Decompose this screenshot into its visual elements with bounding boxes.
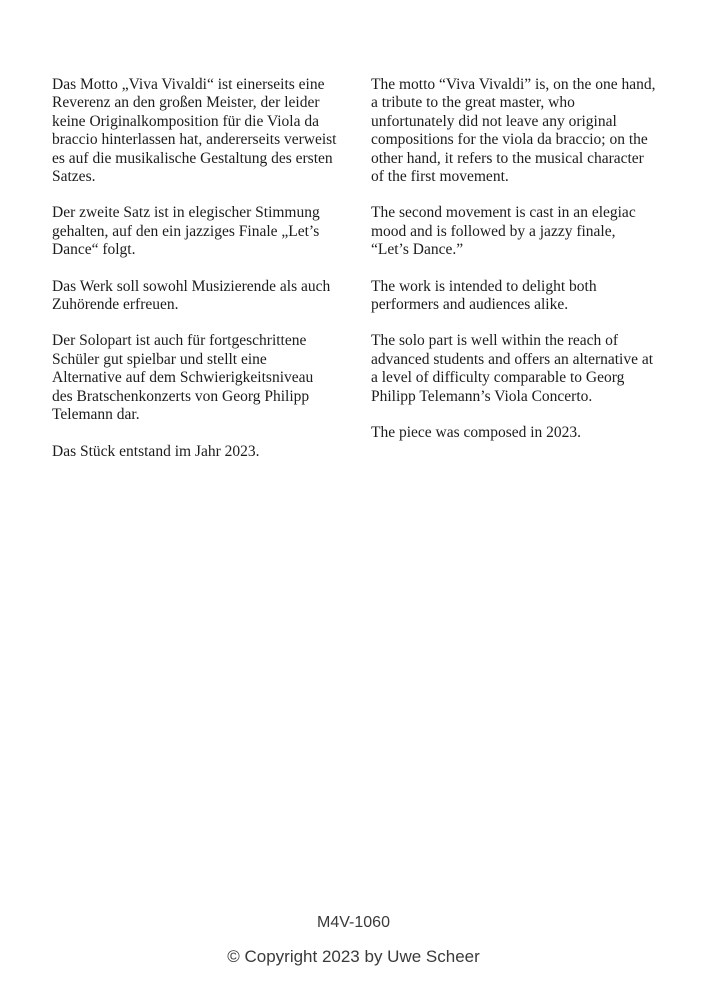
- english-paragraph-motto: The motto “Viva Vivaldi” is, on the one hand, a tribute to the great master, who unfortunately did not leave any original compositions for the viola da braccio; on the other hand, it refers to the musical character of the first movement.: [371, 76, 656, 186]
- german-paragraph-solo-part: Der Solopart ist auch für fortgeschrittene Schüler gut spielbar und stellt eine Alternative auf dem Schwierigkeitsniveau des Bratschenkonzerts von Georg Philipp Telemann dar.: [52, 332, 314, 424]
- german-paragraph-year: Das Stück entstand im Jahr 2023.: [52, 442, 260, 460]
- english-paragraph-year: The piece was composed in 2023.: [371, 424, 582, 442]
- german-paragraph-second-movement: Der zweite Satz ist in elegischer Stimmung gehalten, auf den ein jazziges Finale „Let’s Dance“ folgt.: [52, 204, 320, 259]
- english-column: [371, 76, 656, 479]
- copyright-notice: © Copyright 2023 by Uwe Scheer: [227, 947, 480, 966]
- german-column: [52, 76, 337, 479]
- program-notes: [52, 76, 656, 479]
- english-paragraph-audience: The work is intended to delight both performers and audiences alike.: [371, 277, 597, 314]
- german-paragraph-audience: Das Werk soll sowohl Musizierende als auch Zuhörende erfreuen.: [52, 277, 331, 314]
- catalog-number: M4V-1060: [317, 914, 390, 931]
- english-paragraph-solo-part: The solo part is well within the reach of advanced students and offers an alternative at a level of difficulty comparable to Georg Philipp Telemann’s Viola Concerto.: [371, 332, 654, 405]
- english-paragraph-second-movement: The second movement is cast in an elegiac mood and is followed by a jazzy finale, “Let’s Dance.”: [371, 204, 636, 259]
- german-paragraph-motto: Das Motto „Viva Vivaldi“ ist einerseits eine Reverenz an den großen Meister, der leider keine Originalkomposition für die Viola da braccio hinterlassen hat, andererseits verweist es auf die musikalische Gestaltung des ersten Satzes.: [52, 76, 337, 186]
